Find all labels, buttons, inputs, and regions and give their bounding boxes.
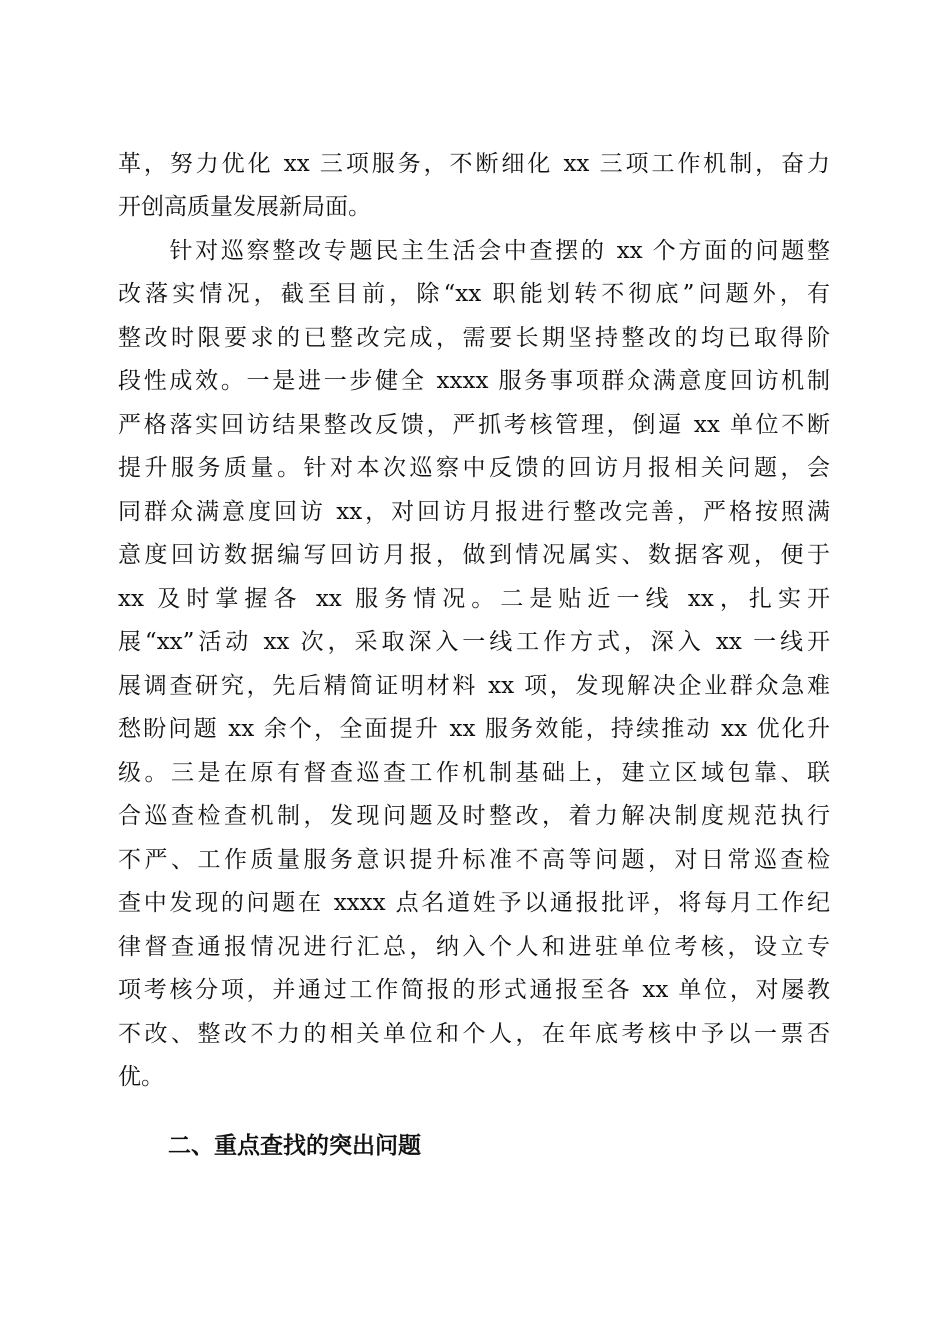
body-line-11: 展调查研究，先后精简证明材料 xx 项，发现解决企业群众急难 (118, 673, 830, 699)
body-line-9: xx 及时掌握各 xx 服务情况。二是贴近一线 xx，扎实开 (118, 586, 830, 612)
body-line-13: 级。三是在原有督查巡查工作机制基础上，建立区域包靠、联 (118, 760, 830, 786)
body-line-14: 合巡查检查机制，发现问题及时整改，着力解决制度规范执行 (118, 803, 830, 829)
body-line-18: 项考核分项，并通过工作简报的形式通报至各 xx 单位，对屡教 (118, 977, 830, 1003)
body-line-10: 展“xx”活动 xx 次，采取深入一线工作方式，深入 xx 一线开 (118, 629, 830, 655)
body-line-5: 严格落实回访结果整改反馈，严抓考核管理，倒逼 xx 单位不断 (118, 412, 830, 438)
body-line-16: 查中发现的问题在 xxxx 点名道姓予以通报批评，将每月工作纪 (118, 890, 830, 916)
intro-line-1: 革，努力优化 xx 三项服务，不断细化 xx 三项工作机制，奋力 (118, 151, 830, 177)
body-line-8: 意度回访数据编写回访月报，做到情况属实、数据客观，便于 (118, 542, 830, 568)
body-line-2: 改落实情况，截至目前，除“xx 职能划转不彻底”问题外，有 (118, 281, 830, 307)
body-line-12: 愁盼问题 xx 余个，全面提升 xx 服务效能，持续推动 xx 优化升 (118, 716, 830, 742)
body-line-17: 律督查通报情况进行汇总，纳入个人和进驻单位考核，设立专 (118, 934, 830, 960)
body-line-20: 优。 (118, 1064, 164, 1090)
intro-line-2: 开创高质量发展新局面。 (118, 194, 371, 220)
body-line-7: 同群众满意度回访 xx，对回访月报进行整改完善，严格按照满 (118, 499, 830, 525)
body-line-15: 不严、工作质量服务意识提升标准不高等问题，对日常巡查检 (118, 847, 830, 873)
section-heading: 二、重点查找的突出问题 (168, 1133, 421, 1159)
body-line-6: 提升服务质量。针对本次巡察中反馈的回访月报相关问题，会 (118, 455, 830, 481)
body-line-4: 段性成效。一是进一步健全 xxxx 服务事项群众满意度回访机制 (118, 368, 830, 394)
body-line-1: 针对巡察整改专题民主生活会中查摆的 xx 个方面的问题整 (118, 238, 830, 264)
body-line-19: 不改、整改不力的相关单位和个人，在年底考核中予以一票否 (118, 1021, 830, 1047)
body-line-3: 整改时限要求的已整改完成，需要长期坚持整改的均已取得阶 (118, 325, 830, 351)
